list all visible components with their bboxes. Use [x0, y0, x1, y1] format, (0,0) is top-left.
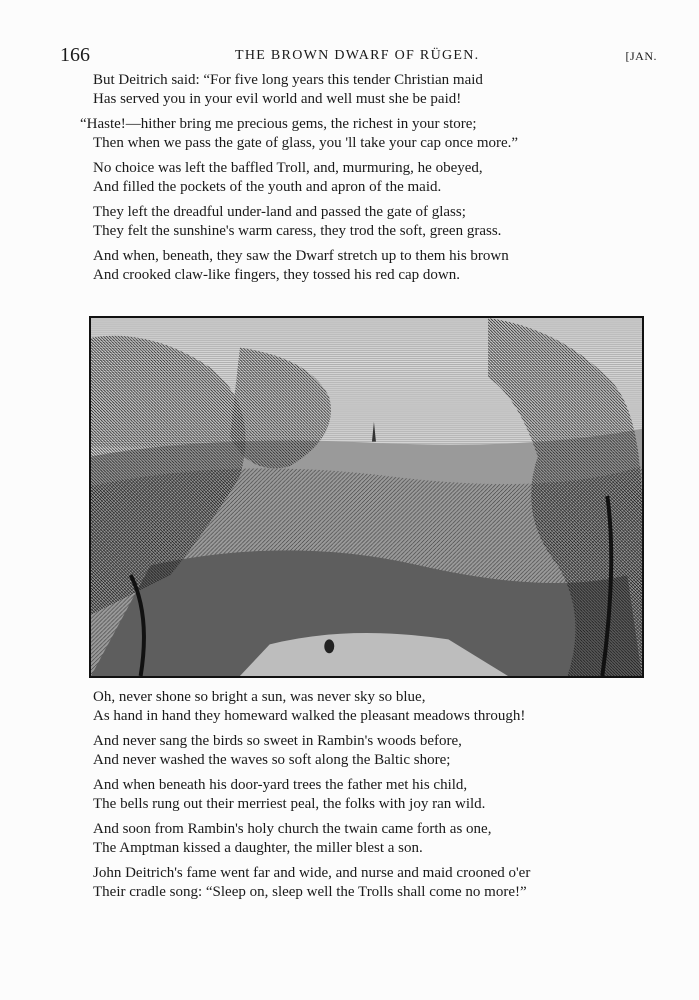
poem-line: The bells rung out their merriest peal, the folks with joy ran wild. — [93, 795, 486, 812]
stanza — [80, 115, 625, 152]
poem-line: No choice was left the baffled Troll, and, murmuring, he obeyed, — [93, 160, 483, 176]
woodland-engraving-illustration — [89, 316, 644, 678]
stanza — [80, 688, 625, 725]
stanza — [80, 159, 625, 196]
page-number: 166 — [60, 44, 90, 66]
poem-line: But Deitrich said: “For five long years this tender Christian maid — [93, 72, 483, 88]
poem-line: And when, beneath, they saw the Dwarf stretch up to them his brown — [93, 248, 509, 264]
poem-line: And soon from Rambin's holy church the twain came forth as one, — [93, 821, 492, 837]
poem-line: Their cradle song: “Sleep on, sleep well the Trolls shall come no more!” — [93, 883, 527, 900]
poem-line: The Amptman kissed a daughter, the miller blest a son. — [93, 839, 423, 856]
running-month: [JAN. — [625, 49, 657, 63]
stanza — [80, 732, 625, 769]
poem-line: And crooked claw-like fingers, they tossed his red cap down. — [93, 266, 460, 283]
poem-line: And filled the pockets of the youth and apron of the maid. — [93, 178, 442, 195]
poem-line: Has served you in your evil world and well must she be paid! — [93, 90, 462, 107]
poem-line: Then when we pass the gate of glass, you 'll take your cap once more.” — [93, 134, 519, 151]
stanza — [80, 71, 625, 108]
stanza — [80, 247, 625, 284]
poem-line: And never sang the birds so sweet in Rambin's woods before, — [93, 733, 462, 749]
poem-line: “Haste!—hither bring me precious gems, the richest in your store; — [80, 116, 477, 132]
page-header — [60, 44, 657, 66]
poem-line: And never washed the waves so soft along the Baltic shore; — [93, 751, 451, 768]
poem-stanzas-bottom — [80, 688, 625, 908]
poem-line: They left the dreadful under-land and passed the gate of glass; — [93, 204, 466, 220]
poem-line: As hand in hand they homeward walked the pleasant meadows through! — [93, 707, 526, 724]
stanza — [80, 203, 625, 240]
hare-figure — [324, 639, 334, 653]
stanza — [80, 864, 625, 901]
poem-line: John Deitrich's fame went far and wide, and nurse and maid crooned o'er — [93, 865, 531, 881]
stanza — [80, 776, 625, 813]
poem-line: They felt the sunshine's warm caress, they trod the soft, green grass. — [93, 222, 502, 239]
poem-line: And when beneath his door-yard trees the father met his child, — [93, 777, 468, 793]
running-title: THE BROWN DWARF OF RÜGEN. — [235, 48, 480, 63]
engraving-image — [91, 318, 642, 676]
poem-stanzas-top — [80, 71, 625, 291]
poem-line: Oh, never shone so bright a sun, was never sky so blue, — [93, 689, 426, 705]
stanza — [80, 820, 625, 857]
